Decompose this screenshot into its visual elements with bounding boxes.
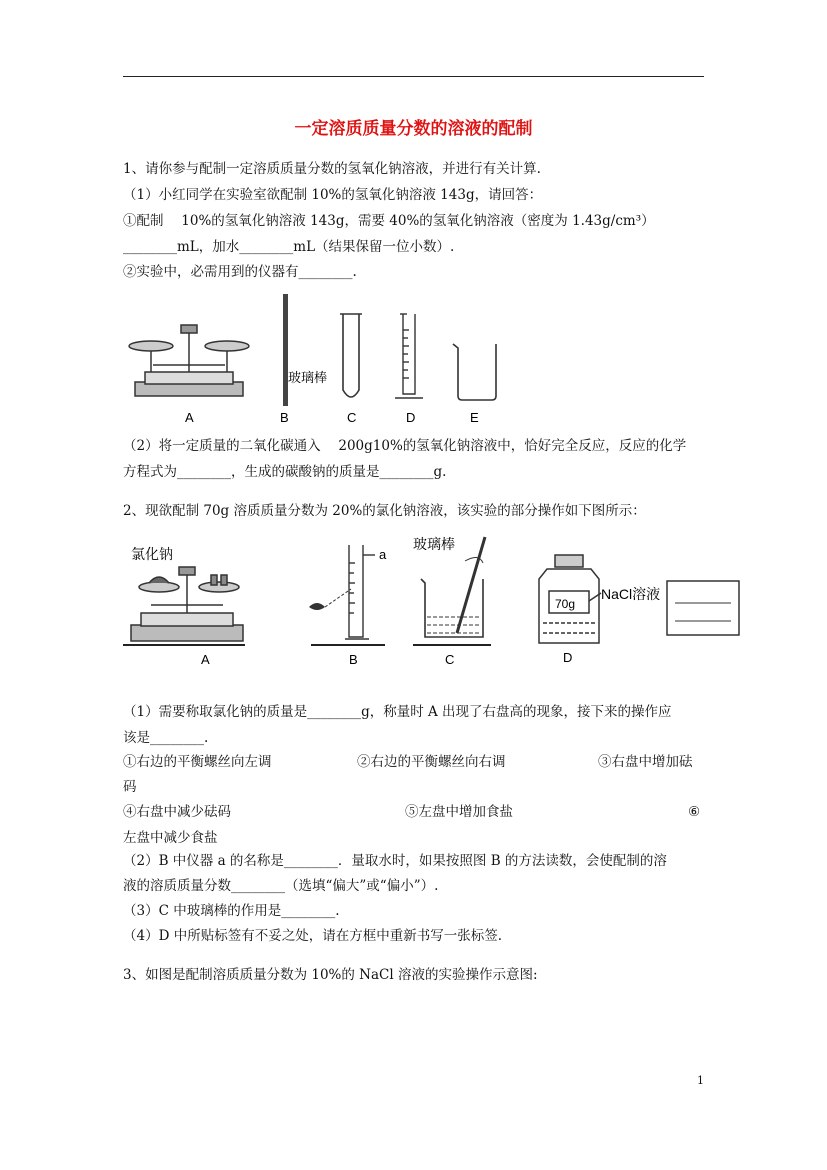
q1-part2-b: 方程式为________，生成的碳酸钠的质量是________g. (123, 464, 447, 480)
balance-icon (129, 325, 249, 396)
eye-icon (309, 603, 325, 610)
q2-option-3-cont: 码 (123, 779, 137, 795)
q2-option-6-cont: 左盘中减少食盐 (123, 830, 218, 846)
q2-part2-a: （2）B 中仪器 a 的名称是________．量取水时，如果按照图 B 的方法读数，会使配制的溶 (123, 853, 667, 869)
q2-option-6: ⑥ (688, 804, 701, 820)
q2-option-1: ①右边的平衡螺丝向左调 (123, 754, 272, 770)
bottle-mass-label: 70g (555, 597, 576, 611)
q2-operations-figure (123, 533, 743, 673)
q2-part1-b: 该是________. (123, 730, 209, 746)
fig2-label-d: D (563, 650, 573, 665)
q1-part1-c: ②实验中，必需用到的仪器有________. (123, 264, 357, 280)
glass-rod-icon (457, 537, 485, 633)
q3-stem: 3、如图是配制溶质质量分数为 10%的 NaCl 溶液的实验操作示意图: (123, 967, 538, 983)
q1-instruments-figure (123, 290, 503, 430)
q2-option-2: ②右边的平衡螺丝向右调 (357, 754, 506, 770)
glass-rod-icon (283, 294, 288, 406)
fig2-label-b: B (349, 652, 358, 667)
page-number: 1 (697, 1074, 704, 1087)
beaker-icon (421, 579, 483, 637)
q2-option-5: ⑤左盘中增加食盐 (405, 804, 513, 820)
nacl-label: 氯化钠 (131, 546, 173, 562)
beaker-icon (453, 344, 496, 400)
q2-stem: 2、现欲配制 70g 溶质质量分数为 20%的氯化钠溶液，该实验的部分操作如下图所示： (123, 503, 646, 519)
glass-rod-label: 玻璃棒 (288, 370, 328, 385)
blank-label-box (667, 581, 739, 635)
q2-part2-b: 液的溶质质量分数________（选填“偏大”或“偏小”）. (123, 878, 439, 894)
fig1-label-c: C (347, 410, 357, 425)
graduated-cylinder-icon (395, 314, 423, 398)
q1-part2-a: （2）将一定质量的二氧化碳通入 200g10%的氢氧化钠溶液中，恰好完全反应，反应的化学 (123, 438, 687, 454)
fig2-label-c: C (445, 652, 455, 667)
q2-part4: （4）D 中所贴标签有不妥之处，请在方框中重新书写一张标签. (123, 928, 502, 944)
test-tube-icon (343, 314, 359, 397)
balance-icon (131, 567, 243, 641)
graduated-cylinder-icon (345, 545, 375, 639)
q1-stem: 1、请你参与配制一定溶质质量分数的氢氧化钠溶液，并进行有关计算. (123, 161, 541, 177)
q1-part1-b: ________mL，加水________mL（结果保留一位小数）. (123, 239, 455, 255)
rod-label: 玻璃棒 (413, 536, 455, 552)
q2-option-4: ④右盘中减少砝码 (123, 804, 231, 820)
q2-option-3: ③右盘中增加砝 (598, 754, 693, 770)
q2-part3: （3）C 中玻璃棒的作用是________. (123, 903, 340, 919)
fig1-label-e: E (470, 410, 479, 425)
bottle-label-text: NaCl溶液 (601, 586, 661, 602)
q1-part1-a: ①配制 10%的氢氧化钠溶液 143g，需要 40%的氢氧化钠溶液（密度为 1.43g/cm³） (123, 213, 655, 229)
fig1-label-d: D (406, 410, 416, 425)
page-title: 一定溶质质量分数的溶液的配制 (294, 119, 533, 139)
q2-part1-a: （1）需要称取氯化钠的质量是________g，称量时 A 出现了右盘高的现象，接下来的操作应 (123, 704, 672, 720)
instrument-a-label: a (379, 547, 387, 562)
q1-part1: （1）小红同学在实验室欲配制 10%的氢氧化钠溶液 143g，请回答： (123, 187, 543, 203)
fig1-label-a: A (185, 410, 194, 425)
fig1-label-b: B (280, 410, 289, 425)
fig2-label-a: A (201, 652, 210, 667)
header-rule (123, 76, 704, 77)
